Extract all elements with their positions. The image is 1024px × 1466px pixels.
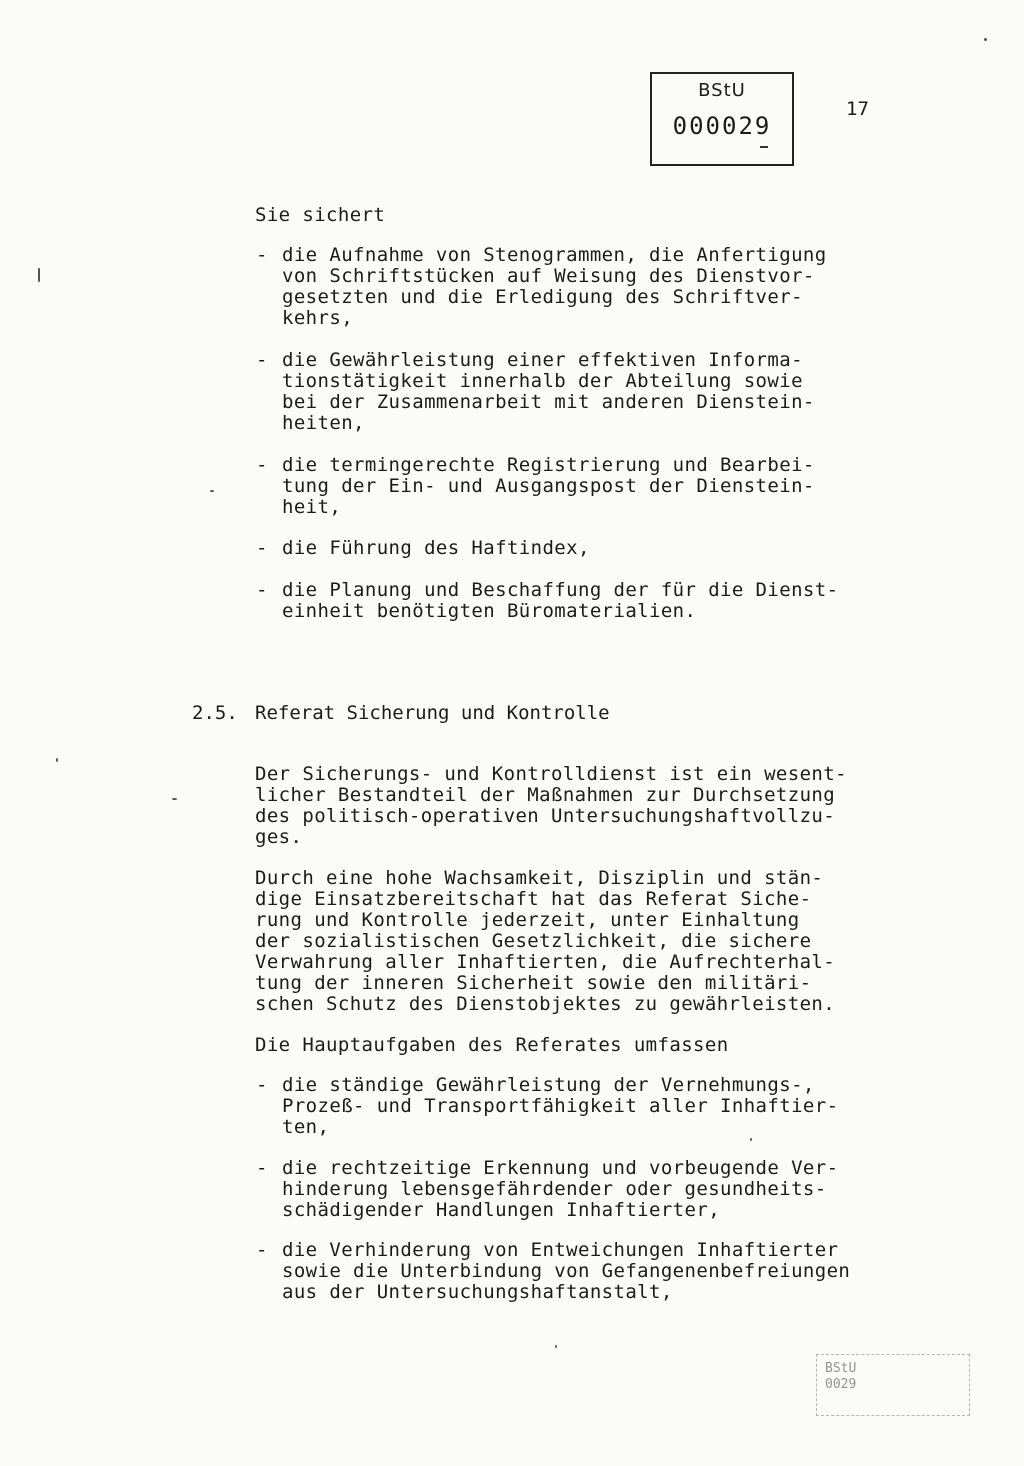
list-item-line: tung der Ein- und Ausgangspost der Dienstein- <box>282 475 815 497</box>
list-item-line: tionstätigkeit innerhalb der Abteilung sowie <box>282 370 803 392</box>
list-bullet: - <box>256 244 268 266</box>
paragraph-line: rung und Kontrolle jederzeit, unter Einhaltung <box>255 909 800 931</box>
scan-speck <box>750 1138 752 1141</box>
paragraph-line: ges. <box>255 826 303 848</box>
archive-seal-text: BStU 0029 <box>825 1361 857 1392</box>
paragraph-line: des politisch-operativen Untersuchungshaftvollzu- <box>255 805 836 827</box>
list-bullet: - <box>256 349 268 371</box>
list-item-line: die rechtzeitige Erkennung und vorbeugende Ver- <box>282 1157 839 1179</box>
list-item-line: sowie die Unterbindung von Gefangenenbefreiungen <box>282 1260 851 1282</box>
list-item-line: die Aufnahme von Stenogrammen, die Anfertigung <box>282 244 827 266</box>
stamp-label: BStU <box>698 80 746 101</box>
scan-speck <box>172 798 177 800</box>
list-bullet: - <box>256 537 268 559</box>
page-number: 17 <box>846 98 869 120</box>
list-bullet: - <box>256 579 268 601</box>
list-item-line: einheit benötigten Büromaterialien. <box>282 600 697 622</box>
scan-speck <box>210 490 214 492</box>
list-item-line: heit, <box>282 496 342 518</box>
scan-speck <box>56 758 58 762</box>
list-item-line: die Führung des Haftindex, <box>282 537 590 559</box>
list-item-line: bei der Zusammenarbeit mit anderen Dienstein- <box>282 391 815 413</box>
intro-line: Sie sichert <box>255 204 386 226</box>
list-bullet: - <box>256 1074 268 1096</box>
archive-seal <box>816 1354 970 1416</box>
stamp-number: 000029 <box>672 112 772 140</box>
list-item-line: schädigender Handlungen Inhaftierter, <box>282 1199 721 1221</box>
list-item-line: Prozeß- und Transportfähigkeit aller Inhaftier- <box>282 1095 839 1117</box>
list-item-line: gesetzten und die Erledigung des Schriftver- <box>282 286 803 308</box>
list-item-line: heiten, <box>282 412 365 434</box>
paragraph-line: Durch eine hohe Wachsamkeit, Disziplin und stän- <box>255 867 824 889</box>
list-item-line: die Gewährleistung einer effektiven Informa- <box>282 349 803 371</box>
list-item-line: die termingerechte Registrierung und Bearbei- <box>282 454 815 476</box>
list-item-line: ten, <box>282 1116 330 1138</box>
list-item-line: die Planung und Beschaffung der für die Dienst- <box>282 579 839 601</box>
section-number: 2.5. <box>192 702 238 724</box>
paragraph-line: Der Sicherungs- und Kontrolldienst ist ein wesent- <box>255 763 847 785</box>
tasks-intro: Die Hauptaufgaben des Referates umfassen <box>255 1034 729 1056</box>
archive-number-stamp <box>650 72 794 166</box>
stamp-mark <box>760 146 768 148</box>
section-title: Referat Sicherung und Kontrolle <box>255 702 610 724</box>
scan-speck <box>555 1345 557 1348</box>
paragraph-line: schen Schutz des Dienstobjektes zu gewährleisten. <box>255 993 836 1015</box>
list-item-line: von Schriftstücken auf Weisung des Dienstvor- <box>282 265 815 287</box>
paragraph-line: dige Einsatzbereitschaft hat das Referat Siche- <box>255 888 812 910</box>
list-item-line: hinderung lebensgefährdender oder gesundheits- <box>282 1178 827 1200</box>
list-item-line: die Verhinderung von Entweichungen Inhaftierter <box>282 1239 839 1261</box>
paragraph-line: licher Bestandteil der Maßnahmen zur Durchsetzung <box>255 784 836 806</box>
list-bullet: - <box>256 1157 268 1179</box>
list-bullet: - <box>256 454 268 476</box>
list-item-line: die ständige Gewährleistung der Vernehmungs-, <box>282 1074 815 1096</box>
scan-speck <box>38 268 40 282</box>
paragraph-line: der sozialistischen Gesetzlichkeit, die sichere <box>255 930 812 952</box>
paragraph-line: tung der inneren Sicherheit sowie den militäri- <box>255 972 812 994</box>
list-item-line: aus der Untersuchungshaftanstalt, <box>282 1281 673 1303</box>
list-bullet: - <box>256 1239 268 1261</box>
paragraph-line: Verwahrung aller Inhaftierten, die Aufrechterhal- <box>255 951 836 973</box>
scan-speck <box>984 38 987 41</box>
list-item-line: kehrs, <box>282 307 354 329</box>
